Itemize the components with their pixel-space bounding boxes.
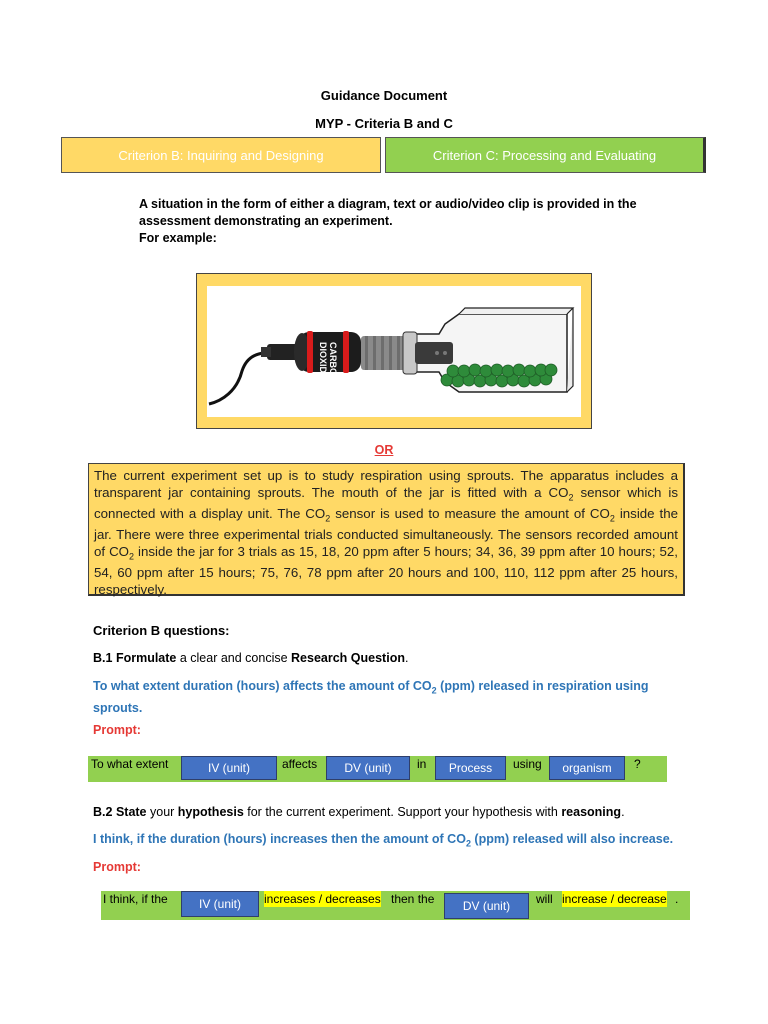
- criterion-c-box: [385, 137, 706, 173]
- organism-box: organism: [549, 756, 625, 780]
- b2-question: [93, 805, 625, 819]
- sensor-text-carbon: CARBON: [328, 342, 338, 382]
- b2-text-1: your: [146, 805, 178, 819]
- template-text-to-what-extent: To what extent: [91, 757, 169, 771]
- template-text-i-think: I think, if the: [103, 892, 168, 906]
- b2-number: B.2: [93, 805, 113, 819]
- subscript-2: 2: [431, 685, 437, 696]
- situation-text-box: [88, 463, 685, 596]
- co2-sensor-apparatus-image: [207, 286, 581, 417]
- criterion-b-box: [61, 137, 381, 173]
- b1-number: B.1: [93, 651, 113, 665]
- process-box: Process: [435, 756, 506, 780]
- template-text-in: in: [417, 757, 427, 771]
- template-text-affects: affects: [282, 757, 318, 771]
- b1-verb: Formulate: [115, 651, 177, 665]
- subscript-2: 2: [609, 513, 615, 524]
- criterion-b-heading: Criterion B questions:: [93, 623, 230, 638]
- b2-answer: [93, 832, 673, 849]
- subscript-2: 2: [465, 838, 471, 849]
- or-separator: OR: [374, 443, 394, 457]
- subscript-2: 2: [129, 551, 135, 562]
- b2-answer-part-1: I think, if the duration (hours) increases then the amount of CO: [93, 832, 466, 846]
- template-text-then-the: then the: [391, 892, 435, 906]
- template-text-will: will: [536, 892, 553, 906]
- co2-sensor-illustration: [207, 286, 581, 417]
- situation-text-part-5: inside the jar for 3 trials as 15, 18, 20 ppm after 5 hours; 34, 36, 39 ppm after 10 hours; 52, 54, 60 ppm after 15 hours; 75, 76, 78 ppm after 20 hours and 100, 110, 112 ppm after 25 hours, respectively.: [94, 543, 678, 597]
- b2-prompt-label: Prompt:: [93, 860, 141, 874]
- b2-end: .: [621, 805, 625, 819]
- criterion-c-label: Criterion C: Processing and Evaluating: [432, 147, 657, 163]
- iv-unit-box: IV (unit): [181, 756, 277, 780]
- b1-answer: [93, 678, 673, 717]
- sensor-text-dioxide: DIOXIDE: [318, 342, 328, 380]
- hypothesis-template: [101, 891, 690, 920]
- b1-question: [93, 651, 408, 665]
- b1-term: Research Question: [291, 651, 405, 665]
- template-question-mark: ?: [634, 757, 641, 771]
- criterion-b-label: Criterion B: Inquiring and Designing: [118, 147, 324, 163]
- intro-line-2: assessment demonstrating an experiment.: [139, 214, 393, 228]
- dv-unit-box: DV (unit): [326, 756, 410, 780]
- situation-text-part-1: The current experiment set up is to study respiration using sprouts. The apparatus includes a transparent jar containing sprouts. The mouth of the jar is fitted with a CO: [94, 468, 678, 500]
- subscript-2: 2: [325, 513, 331, 524]
- b1-answer-part-1: To what extent duration (hours) affects the amount of CO: [93, 679, 432, 693]
- b2-text-2: for the current experiment. Support your hypothesis with: [243, 805, 562, 819]
- b2-term-1: hypothesis: [177, 805, 244, 819]
- intro-line-1: A situation in the form of either a diagram, text or audio/video clip is provided in the: [139, 197, 637, 211]
- b2-term-2: reasoning: [561, 805, 622, 819]
- template-period: .: [675, 892, 679, 906]
- intro-line-3: For example:: [139, 231, 217, 245]
- document-title: Guidance Document: [320, 88, 448, 103]
- situation-text-part-3: sensor is used to measure the amount of CO: [330, 505, 610, 521]
- situation-text-part-2: sensor which is connected with a display unit. The CO: [94, 484, 678, 521]
- increases-decreases-highlight: increases / decreases: [264, 892, 381, 906]
- increase-decrease-highlight: increase / decrease: [562, 892, 667, 906]
- dv-unit-box: DV (unit): [444, 893, 529, 919]
- subscript-2: 2: [568, 492, 574, 503]
- b1-prompt-label: Prompt:: [93, 723, 141, 737]
- intro-paragraph: [139, 196, 659, 247]
- b1-end: .: [404, 651, 409, 665]
- b1-text: a clear and concise: [176, 651, 292, 665]
- diagram-frame: [196, 273, 592, 429]
- b2-verb: State: [115, 805, 147, 819]
- b2-answer-part-2: (ppm) released will also increase.: [470, 832, 674, 846]
- b1-answer-part-2: (ppm) released in respiration using sprouts.: [93, 679, 649, 715]
- template-text-using: using: [513, 757, 542, 771]
- iv-unit-box: IV (unit): [181, 891, 259, 917]
- research-question-template: [88, 756, 667, 782]
- document-subtitle: MYP - Criteria B and C: [315, 116, 453, 131]
- situation-text-part-4: inside the jar. There were three experimental trials conducted simultaneously. The sensors recorded amount of CO: [94, 505, 678, 559]
